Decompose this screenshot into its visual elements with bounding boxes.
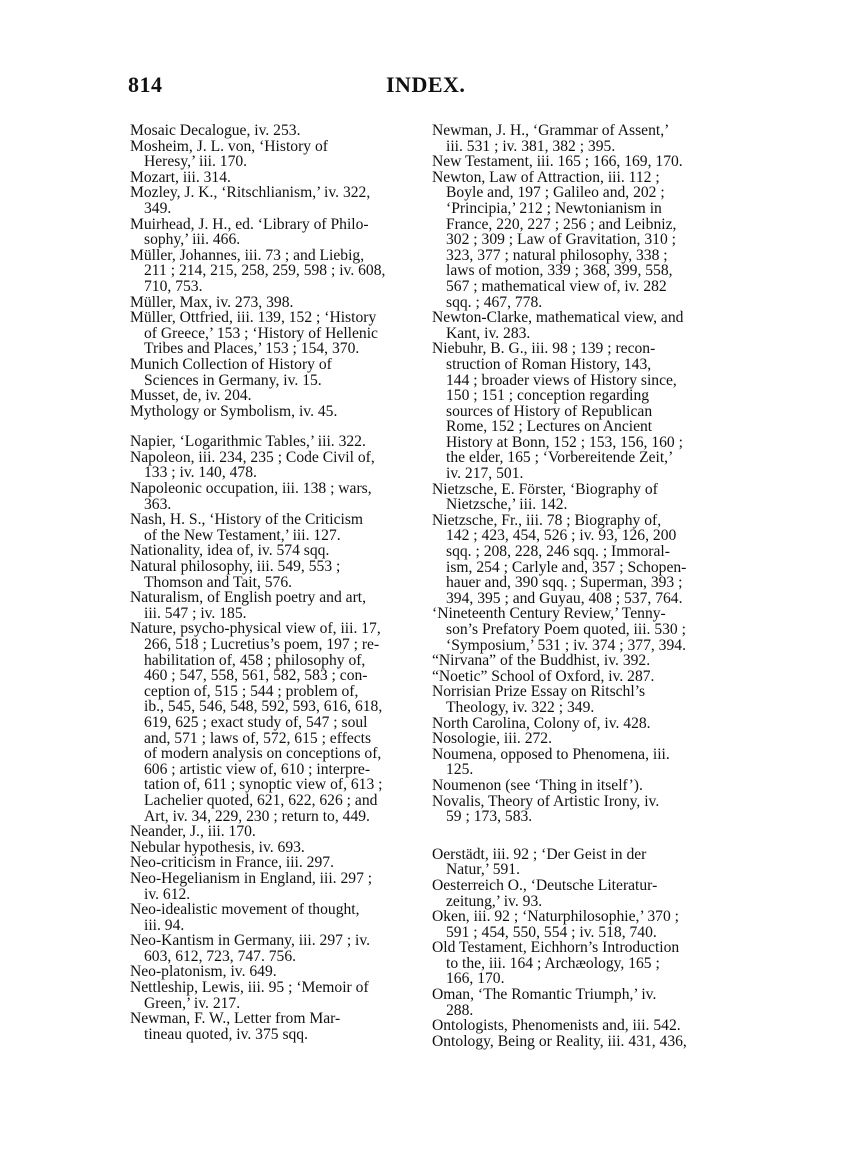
index-entry-line: 125. — [446, 761, 474, 779]
index-entry — [432, 747, 722, 778]
index-entry-line: 394, 395 ; and Guyau, 408 ; 537, 764. — [446, 589, 683, 607]
index-entry-line: iii. 547 ; iv. 185. — [144, 604, 247, 622]
letter-group-separator — [130, 419, 420, 434]
index-entry-line: France, 220, 227 ; 256 ; and Leibniz, — [446, 215, 677, 233]
index-entry-line: ib., 545, 546, 548, 592, 593, 616, 618, — [144, 698, 383, 716]
index-entry — [130, 170, 420, 186]
index-entry-line: Tribes and Places,’ 153 ; 154, 370. — [144, 340, 360, 358]
index-entry — [432, 987, 722, 1018]
index-entry-line: 460 ; 547, 558, 561, 582, 583 ; con- — [144, 667, 368, 685]
index-entry-line: Ontologists, Phenomenists and, iii. 542. — [432, 1017, 681, 1035]
index-entry-line: Sciences in Germany, iv. 15. — [144, 371, 322, 389]
index-entry-line: and, 571 ; laws of, 572, 615 ; effects — [144, 729, 372, 747]
index-entry-line: 144 ; broader views of History since, — [446, 371, 677, 389]
index-entry — [130, 217, 420, 248]
index-entry — [130, 481, 420, 512]
index-entry-line: sqq. ; 208, 228, 246 sqq. ; Immoral- — [446, 543, 670, 561]
index-entry-line: Mozart, iii. 314. — [130, 168, 231, 186]
index-entry-line: Naturalism, of English poetry and art, — [130, 589, 367, 607]
index-entry-line: 567 ; mathematical view of, iv. 282 — [446, 277, 667, 295]
index-entry-line: son’s Prefatory Poem quoted, iii. 530 ; — [446, 621, 686, 638]
index-entry-line: 603, 612, 723, 747. 756. — [144, 947, 297, 965]
index-entry-line: 266, 518 ; Lucretius’s poem, 197 ; re- — [144, 636, 380, 653]
index-entry — [130, 310, 420, 357]
index-entry-line: Newman, F. W., Letter from Mar- — [130, 1010, 341, 1028]
index-entry — [432, 154, 722, 170]
index-entry-line: of the New Testament,’ iii. 127. — [144, 526, 341, 544]
index-entry-line: Neander, J., iii. 170. — [130, 823, 256, 841]
index-entry-line: Boyle and, 197 ; Galileo and, 202 ; — [446, 184, 665, 202]
index-entry-line: of Greece,’ 153 ; ‘History of Hellenic — [144, 324, 378, 342]
index-entry-line: 710, 753. — [144, 277, 203, 295]
index-entry-line: Nietzsche,’ iii. 142. — [446, 496, 568, 514]
index-entry-line: 166, 170. — [446, 970, 505, 988]
index-entry-line: Nebular hypothesis, iv. 693. — [130, 838, 305, 856]
index-entry-line: Theology, iv. 322 ; 349. — [446, 698, 595, 716]
index-entry-line: iv. 612. — [144, 885, 191, 903]
index-entry-line: Lachelier quoted, 621, 622, 626 ; and — [144, 791, 378, 809]
index-entry — [432, 684, 722, 715]
index-entry-line: Art, iv. 34, 229, 230 ; return to, 449. — [144, 807, 370, 825]
index-entry-line: Newton-Clarke, mathematical view, and — [432, 309, 684, 327]
index-entry-line: tation of, 611 ; synoptic view of, 613 ; — [144, 776, 383, 794]
letter-group-separator — [432, 825, 722, 847]
index-entry-line: tineau quoted, iv. 375 sqq. — [144, 1025, 309, 1043]
index-entry — [432, 878, 722, 909]
index-entry — [130, 840, 420, 856]
index-entry-line: Munich Collection of History of — [130, 355, 332, 373]
index-column-left — [130, 123, 420, 1042]
index-entry-line: Neo-Hegelianism in England, iii. 297 ; — [130, 869, 373, 887]
index-entry-line: Nietzsche, Fr., iii. 78 ; Biography of, — [432, 511, 662, 529]
index-entry — [130, 980, 420, 1011]
index-entry-line: Mythology or Symbolism, iv. 45. — [130, 402, 338, 420]
index-entry-line: 288. — [446, 1001, 474, 1019]
index-entry — [130, 139, 420, 170]
index-entry-line: Musset, de, iv. 204. — [130, 387, 252, 405]
index-entry-line: Natur,’ 591. — [446, 861, 521, 879]
index-entry-line: North Carolina, Colony of, iv. 428. — [432, 714, 651, 732]
index-column-right — [432, 123, 722, 1049]
index-entry — [130, 543, 420, 559]
index-entry-line: Nosologie, iii. 272. — [432, 730, 552, 748]
index-entry-line: “Noetic” School of Oxford, iv. 287. — [432, 667, 655, 685]
running-head: INDEX. — [386, 72, 466, 97]
index-entry-line: 142 ; 423, 454, 526 ; iv. 93, 126, 200 — [446, 527, 677, 545]
index-entry-line: Nettleship, Lewis, iii. 95 ; ‘Memoir of — [130, 979, 369, 997]
index-entry-line: Oerstädt, iii. 92 ; ‘Der Geist in der — [432, 845, 647, 863]
index-entry — [130, 434, 420, 450]
index-entry — [432, 341, 722, 481]
index-entry-line: iv. 217, 501. — [446, 465, 524, 483]
index-entry-line: Neo-idealistic movement of thought, — [130, 901, 360, 919]
index-entry — [130, 871, 420, 902]
index-entry — [130, 964, 420, 980]
index-entry-line: Napoleonic occupation, iii. 138 ; wars, — [130, 480, 372, 498]
index-entry-line: “Nirvana” of the Buddhist, iv. 392. — [432, 652, 651, 670]
index-entry-line: Thomson and Tait, 576. — [144, 573, 293, 591]
index-entry-line: 619, 625 ; exact study of, 547 ; soul — [144, 713, 368, 731]
index-entry-line: 150 ; 151 ; conception regarding — [446, 387, 650, 405]
index-entry-line: Heresy,’ iii. 170. — [144, 153, 248, 171]
index-entry-line: Noumena, opposed to Phenomena, iii. — [432, 745, 670, 763]
index-entry-line: Müller, Max, iv. 273, 398. — [130, 293, 294, 311]
index-entry — [432, 123, 722, 154]
index-entry-line: Old Testament, Eichhorn’s Introduction — [432, 939, 680, 957]
index-entry — [432, 606, 722, 653]
index-entry — [432, 940, 722, 987]
index-entry — [432, 731, 722, 747]
index-entry — [432, 513, 722, 607]
index-entry — [130, 388, 420, 404]
index-entry — [130, 123, 420, 139]
index-entry — [432, 653, 722, 669]
index-entry-line: 211 ; 214, 215, 258, 259, 598 ; iv. 608, — [144, 262, 386, 280]
index-entry — [130, 855, 420, 871]
index-entry-line: 363. — [144, 495, 172, 513]
index-entry — [130, 621, 420, 824]
index-entry — [130, 933, 420, 964]
index-entry-line: the elder, 165 ; ‘Vorbereitende Zeit,’ — [446, 449, 674, 467]
index-entry-line: Natural philosophy, iii. 549, 553 ; — [130, 558, 341, 576]
index-entry — [130, 590, 420, 621]
index-entry — [130, 295, 420, 311]
index-entry-line: 606 ; artistic view of, 610 ; interpre- — [144, 760, 371, 778]
index-entry — [130, 824, 420, 840]
index-entry — [130, 404, 420, 420]
index-entry — [432, 847, 722, 878]
index-entry-line: sources of History of Republican — [446, 402, 653, 420]
index-entry-line: Mosheim, J. L. von, ‘History of — [130, 137, 328, 155]
index-entry-line: Kant, iv. 283. — [446, 324, 531, 342]
index-entry-line: Niebuhr, B. G., iii. 98 ; 139 ; recon- — [432, 340, 656, 358]
index-entry-line: Neo-criticism in France, iii. 297. — [130, 854, 334, 872]
index-entry-line: to the, iii. 164 ; Archæology, 165 ; — [446, 954, 660, 972]
index-entry-line: of modern analysis on conceptions of, — [144, 745, 382, 763]
index-entry-line: 323, 377 ; natural philosophy, 338 ; — [446, 246, 668, 264]
index-entry-line: Mozley, J. K., ‘Ritschlianism,’ iv. 322, — [130, 184, 371, 202]
index-entry-line: New Testament, iii. 165 ; 166, 169, 170. — [432, 153, 683, 171]
index-entry-line: Newman, J. H., ‘Grammar of Assent,’ — [432, 122, 670, 139]
index-entry — [130, 902, 420, 933]
index-entry-line: Norrisian Prize Essay on Ritschl’s — [432, 683, 646, 701]
index-entry-line: Mosaic Decalogue, iv. 253. — [130, 122, 301, 139]
index-entry — [432, 482, 722, 513]
index-entry-line: Oman, ‘The Romantic Triumph,’ iv. — [432, 986, 657, 1004]
index-entry — [432, 794, 722, 825]
index-entry-line: iii. 94. — [144, 916, 185, 934]
index-entry-line: Nature, psycho-physical view of, iii. 17, — [130, 620, 381, 638]
index-entry — [432, 669, 722, 685]
index-entry-line: 591 ; 454, 550, 554 ; iv. 518, 740. — [446, 923, 657, 941]
index-entry — [130, 357, 420, 388]
index-entry-line: Nietzsche, E. Förster, ‘Biography of — [432, 480, 658, 498]
index-entry-line: Napoleon, iii. 234, 235 ; Code Civil of, — [130, 448, 375, 466]
index-entry-line: ‘Symposium,’ 531 ; iv. 374 ; 377, 394. — [446, 636, 686, 654]
index-entry — [130, 512, 420, 543]
index-entry-line: 59 ; 173, 583. — [446, 808, 533, 826]
index-entry-line: zeitung,’ iv. 93. — [446, 892, 543, 910]
index-entry — [130, 185, 420, 216]
index-entry-line: 133 ; iv. 140, 478. — [144, 464, 257, 482]
index-entry-line: Oken, iii. 92 ; ‘Naturphilosophie,’ 370 ; — [432, 908, 680, 926]
index-entry-line: ception of, 515 ; 544 ; problem of, — [144, 682, 359, 700]
index-entry — [432, 1018, 722, 1034]
index-entry-line: iii. 531 ; iv. 381, 382 ; 395. — [446, 137, 616, 155]
index-entry-line: ism, 254 ; Carlyle and, 357 ; Schopen- — [446, 558, 687, 576]
index-entry-line: Oesterreich O., ‘Deutsche Literatur- — [432, 876, 658, 894]
index-entry-line: ‘Principia,’ 212 ; Newtonianism in — [446, 199, 662, 217]
index-entry-line: Nationality, idea of, iv. 574 sqq. — [130, 542, 330, 560]
index-entry — [432, 170, 722, 310]
page-number: 814 — [128, 72, 163, 97]
index-entry-line: Müller, Ottfried, iii. 139, 152 ; ‘History — [130, 309, 377, 327]
index-entry-line: Green,’ iv. 217. — [144, 994, 241, 1012]
index-entry-line: Ontology, Being or Reality, iii. 431, 436, — [432, 1032, 687, 1050]
index-entry — [432, 909, 722, 940]
index-entry — [130, 248, 420, 295]
index-entry — [432, 310, 722, 341]
index-entry-line: Muirhead, J. H., ed. ‘Library of Philo- — [130, 215, 369, 233]
index-entry-line: Noumenon (see ‘Thing in itself’). — [432, 776, 643, 794]
index-entry-line: sophy,’ iii. 466. — [144, 231, 241, 249]
index-entry — [432, 778, 722, 794]
index-entry-line: sqq. ; 467, 778. — [446, 293, 543, 311]
index-entry-line: Nash, H. S., ‘History of the Criticism — [130, 511, 364, 529]
index-entry-line: laws of motion, 339 ; 368, 399, 558, — [446, 262, 673, 280]
index-entry-line: hauer and, 390 sqq. ; Superman, 393 ; — [446, 574, 683, 592]
index-entry-line: Napier, ‘Logarithmic Tables,’ iii. 322. — [130, 433, 366, 451]
index-entry-line: Newton, Law of Attraction, iii. 112 ; — [432, 168, 660, 186]
index-entry-line: Novalis, Theory of Artistic Irony, iv. — [432, 792, 660, 810]
index-entry-line: Rome, 152 ; Lectures on Ancient — [446, 418, 653, 436]
index-entry-line: 302 ; 309 ; Law of Gravitation, 310 ; — [446, 231, 676, 249]
index-entry-line: History at Bonn, 152 ; 153, 156, 160 ; — [446, 433, 683, 451]
index-entry — [432, 1034, 722, 1050]
index-entry — [130, 559, 420, 590]
index-entry-line: struction of Roman History, 143, — [446, 355, 652, 373]
index-entry-line: Neo-platonism, iv. 649. — [130, 963, 277, 981]
index-entry — [130, 1011, 420, 1042]
index-entry-line: Müller, Johannes, iii. 73 ; and Liebig, — [130, 246, 365, 264]
index-entry-line: 349. — [144, 199, 172, 217]
index-entry — [130, 450, 420, 481]
index-entry-line: ‘Nineteenth Century Review,’ Tenny- — [432, 605, 666, 623]
index-entry — [432, 716, 722, 732]
index-entry-line: Neo-Kantism in Germany, iii. 297 ; iv. — [130, 932, 371, 950]
index-entry-line: habilitation of, 458 ; philosophy of, — [144, 651, 366, 669]
